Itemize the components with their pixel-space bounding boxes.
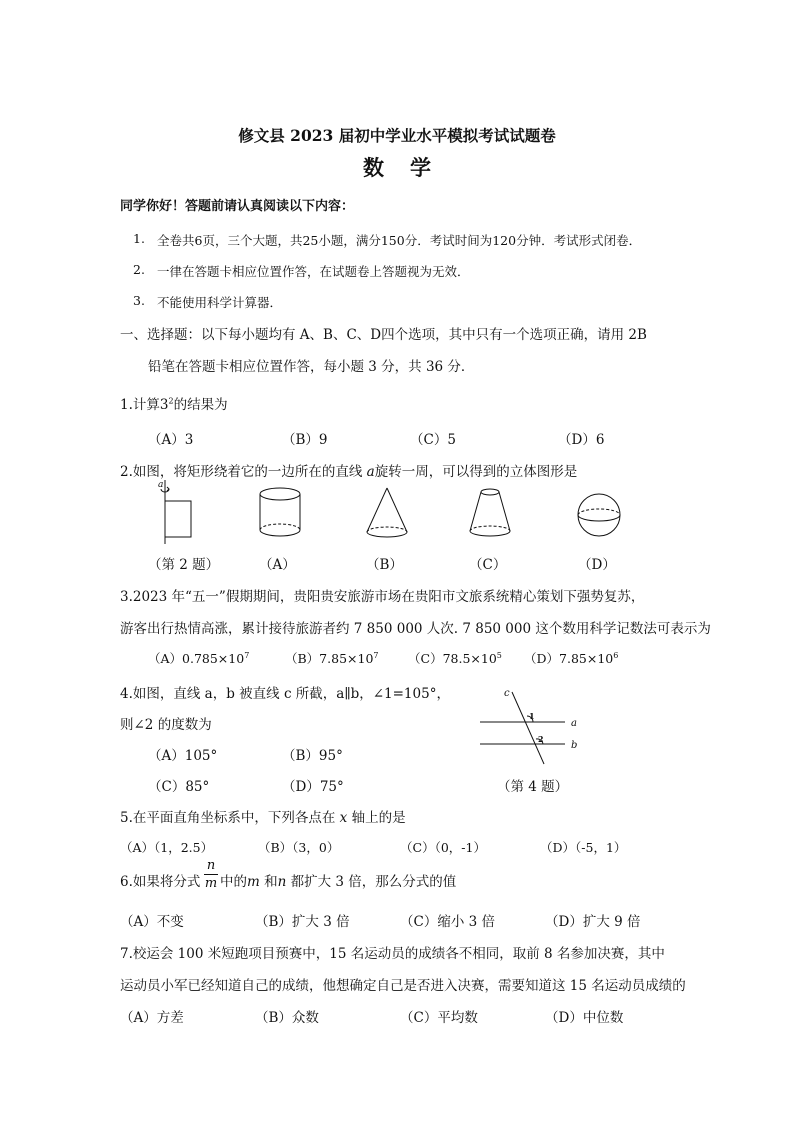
fraction-n-over-m [204,858,218,891]
axis-label-a: a [158,480,164,490]
question-5-option-c: （C）（0，-1） [400,840,486,855]
question-4-option-a: （A）105° [148,748,218,764]
question-2-stem: 2.如图，将矩形绕着它的一边所在的直线 a旋转一周，可以得到的立体图形是 [120,464,578,480]
angle-1-label: 1 [529,711,535,721]
note-1-text: 全卷共6页，三个大题，共25小题，满分150分．考试时间为120分钟．考试形式闭卷． [157,233,642,248]
note-2-text: 一律在答题卡相应位置作答，在试题卷上答题视为无效． [157,264,470,279]
question-6-pre: 6.如果将分式 [120,874,201,890]
angle-2-label: 2 [538,734,544,744]
cone-figure [362,484,412,546]
question-6-option-a: （A）不变 [120,914,184,930]
question-1-stem: 1.计算$3^2$的结果为 [120,396,228,413]
label-a: a [571,718,577,729]
question-5-option-d: （D）（-5，1） [540,840,627,855]
question-7-option-b: （B）众数 [255,1010,319,1026]
fraction-denominator: m [204,876,218,891]
question-3-option-c: $(C)78.5\times 10^5$ [408,650,502,666]
question-3-option-a: $(A)0.785\times 10^7$ [148,650,250,666]
section-1-line-2: 铅笔在答题卡相应位置作答，每小题 3 分，共 36 分． [148,359,475,375]
note-2-num: 2. [133,262,145,277]
exam-title: 修文县 2023 届初中学业水平模拟考试试题卷 [238,126,556,145]
subject-title: 数学 [363,155,457,180]
greeting: 同学你好！答题前请认真阅读以下内容： [120,199,355,214]
question-6-option-d: （D）扩大 9 倍 [545,914,641,930]
section-1-line-1: 一、选择题：以下每小题均有 A、B、C、D四个选项，其中只有一个选项正确，请用 2B [120,327,647,343]
question-1-option-a: （A）3 [148,432,194,448]
question-7-line-1: 7.校运会 100 米短跑项目预赛中，15 名运动员的成绩各不相同，取前 8 名参加决赛，其中 [120,946,665,962]
question-2-option-a: （A） [259,557,296,573]
question-4-line-2: 则∠2 的度数为 [120,717,212,733]
sphere-figure [574,490,624,540]
question-5-stem: 5.在平面直角坐标系中，下列各点在 x 轴上的是 [120,810,406,826]
question-7-option-d: （D）中位数 [545,1010,624,1026]
question-3-option-b: $(B)7.85\times 10^7$ [285,650,379,666]
question-6-post: 中的m 和n 都扩大 3 倍，那么分式的值 [220,874,457,890]
line-c [512,692,544,764]
question-3-option-d: $(D)7.85\times 10^6$ [524,650,619,666]
question-5-option-b: （B）（3，0） [258,840,340,855]
rectangle-shape [165,501,191,537]
question-4-figure-caption: （第 4 题） [497,779,569,795]
question-6-option-b: （B）扩大 3 倍 [255,914,350,930]
question-4-line-1: 4.如图，直线 a，b 被直线 c 所截，a∥b，∠1=105°， [120,686,450,702]
question-4-option-d: （D）75° [282,779,344,795]
question-4-option-b: （B）95° [282,748,343,764]
question-4-option-c: （C）85° [148,779,210,795]
cylinder-figure [255,484,305,546]
question-2-option-c: （C） [469,557,507,573]
question-1-option-b: （B）9 [282,432,328,448]
question-7-option-c: （C）平均数 [400,1010,478,1026]
question-2-option-b: （B） [366,557,403,573]
question-3-line-2: 游客出行热情高涨，累计接待旅游者约 7 850 000 人次. 7 850 000 这个数用科学记数法可表示为 [120,621,711,637]
fraction-bar [204,874,218,875]
question-6-option-c: （C）缩小 3 倍 [400,914,496,930]
question-7-line-2: 运动员小军已经知道自己的成绩，他想确定自己是否进入决赛，需要知道这 15 名运动员成绩的 [120,978,686,994]
question-2-option-d: （D） [578,557,616,573]
frustum-figure [465,484,515,546]
fraction-numerator: n [206,858,216,873]
note-3-text: 不能使用科学计算器． [157,295,283,310]
question-3-line-1: 3.2023 年“五一”假期期间，贵阳贵安旅游市场在贵阳市文旅系统精心策划下强势复苏， [120,589,645,605]
note-3-num: 3. [133,293,145,308]
question-2-figure-caption: （第 2 题） [148,557,220,573]
rectangle-axis-figure [150,478,210,548]
question-1-option-c: （C）5 [410,432,456,448]
question-1-option-d: （D）6 [558,432,605,448]
label-b: b [571,740,578,751]
note-1-num: 1. [133,231,145,246]
label-c: c [504,688,510,699]
question-5-option-a: （A）（1，2.5） [120,840,214,855]
question-7-option-a: （A）方差 [120,1010,184,1026]
parallel-lines-figure [470,684,590,766]
